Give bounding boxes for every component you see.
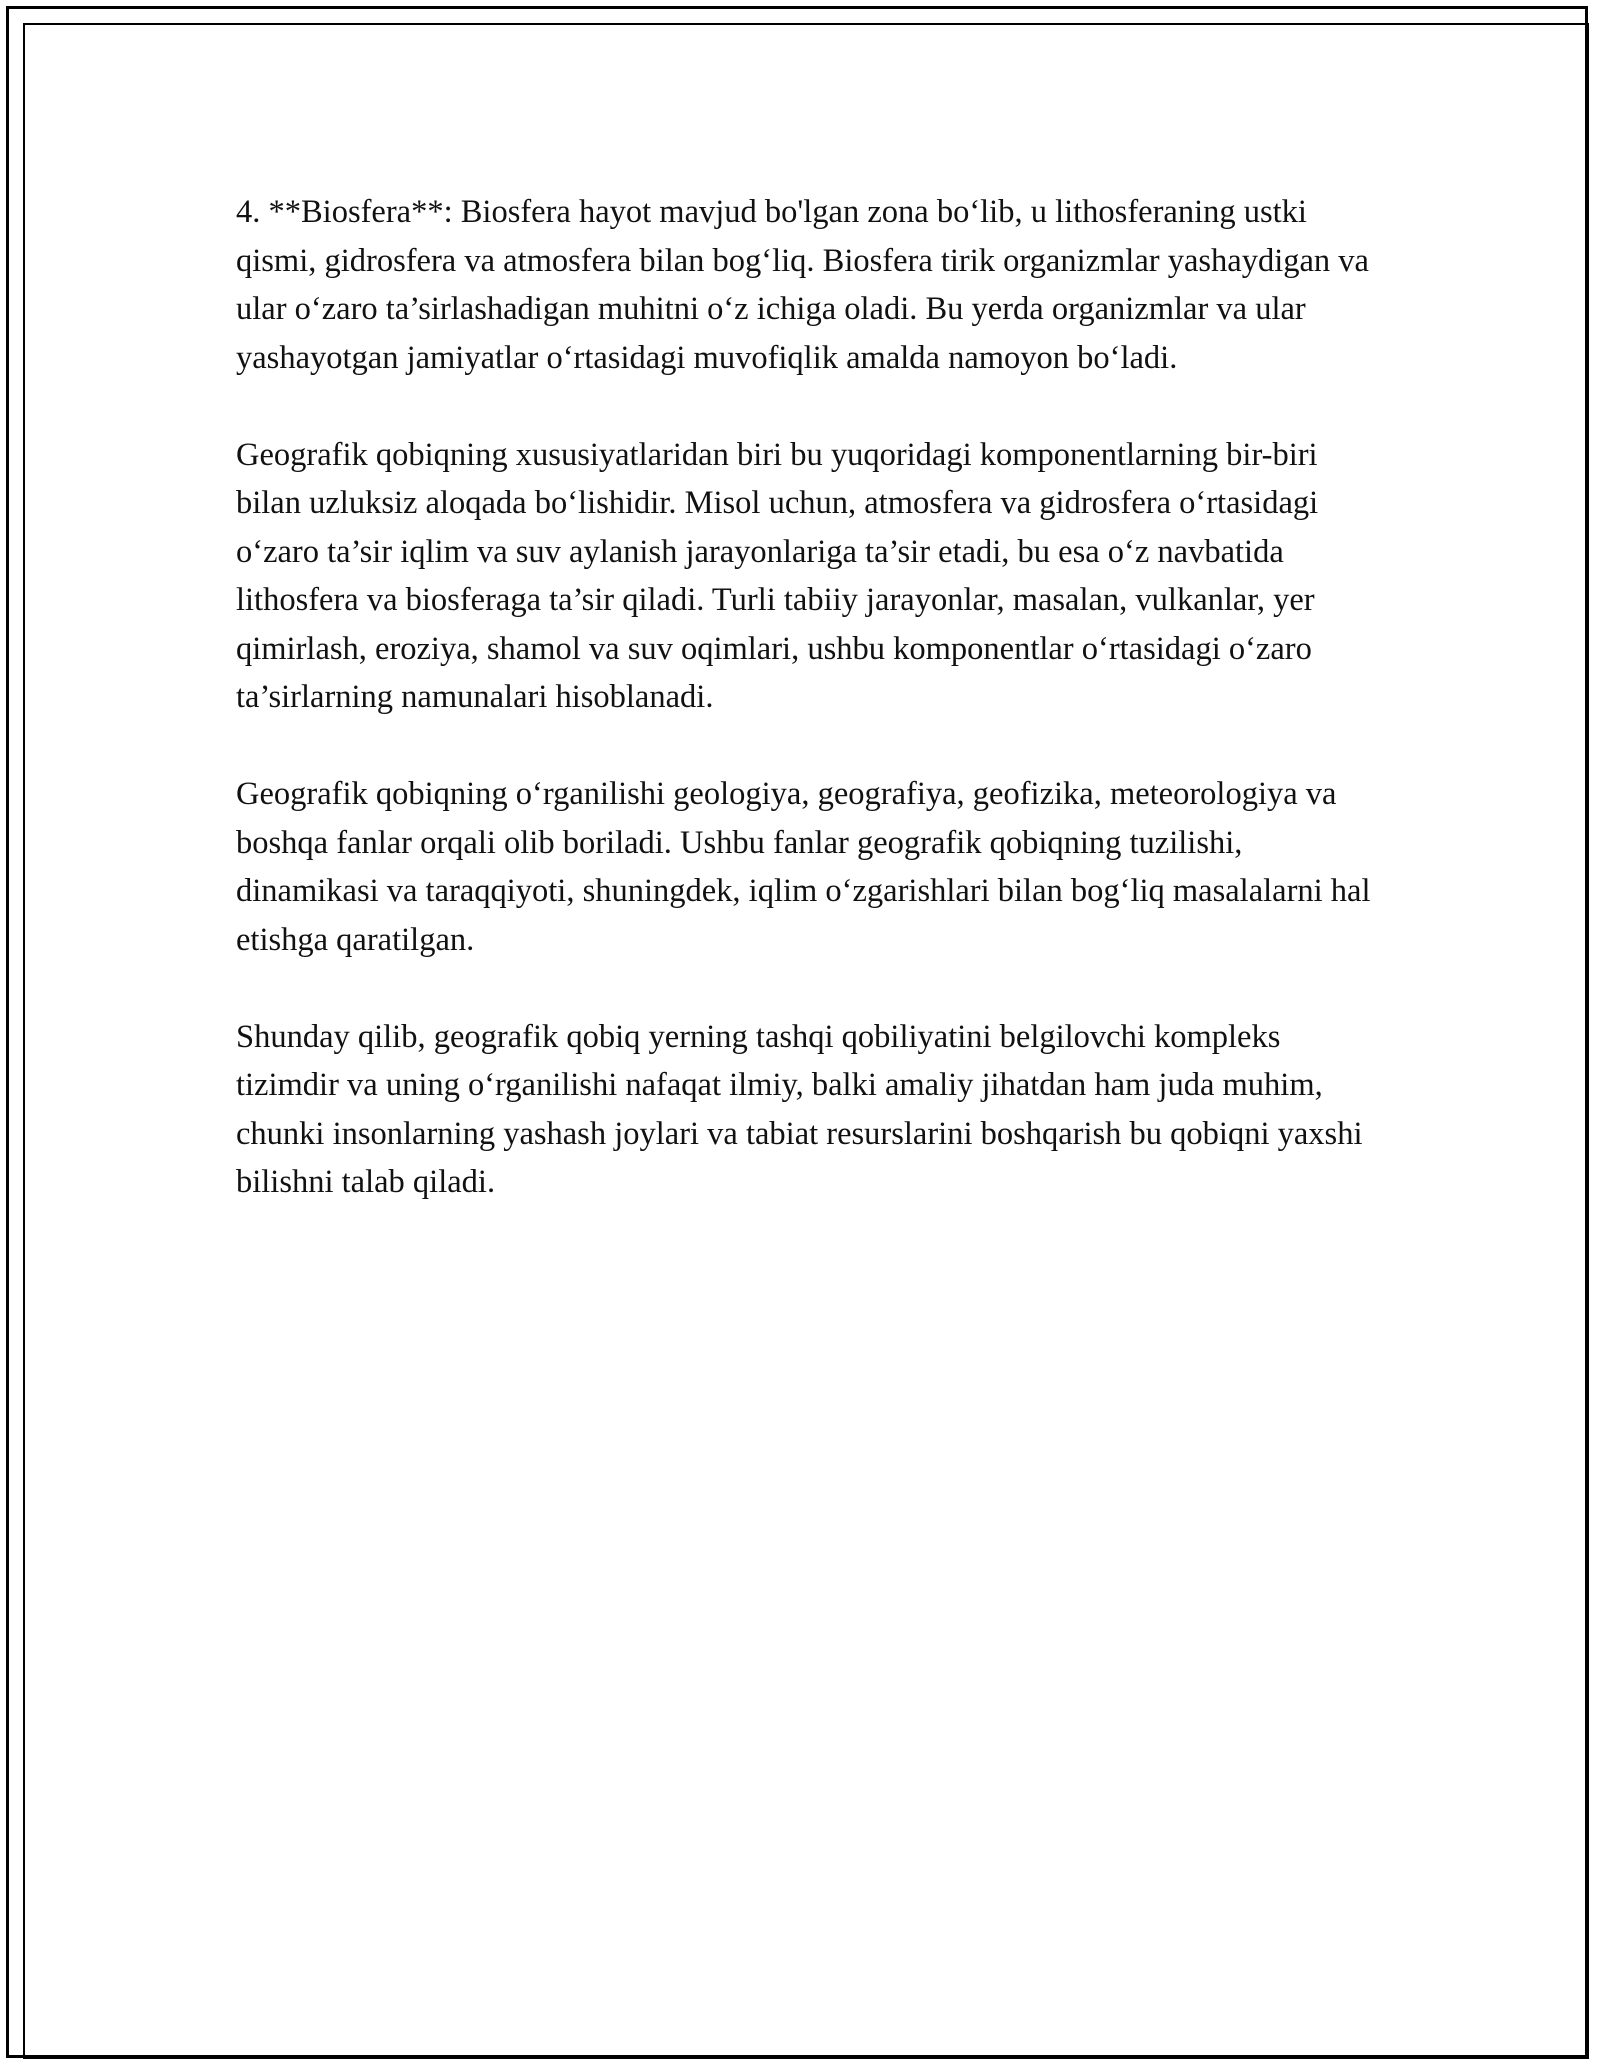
document-body — [236, 188, 1376, 1255]
paragraph-biosfera: 4. **Biosfera**: Biosfera hayot mavjud bo'lgan zona bo‘lib, u lithosferaning ustki qismi, gidrosfera va atmosfera bilan bog‘liq. Biosfera tirik organizmlar yashaydigan va ular o‘zaro ta’sirlashadigan muhitni o‘z ichiga oladi. Bu yerda organizmlar va ular yashayotgan jamiyatlar o‘rtasidagi muvofiqlik amalda namoyon bo‘ladi. — [236, 194, 1369, 376]
paragraph-study-sciences: Geografik qobiqning o‘rganilishi geologiya, geografiya, geofizika, meteorologiya va boshqa fanlar orqali olib boriladi. Ushbu fanlar geografik qobiqning tuzilishi, dinamikasi va taraqqiyoti, shuningdek, iqlim o‘zgarishlari bilan bog‘liq masalalarni hal etishga qaratilgan. — [236, 776, 1371, 958]
paragraph-components-interaction: Geografik qobiqning xususiyatlaridan biri bu yuqoridagi komponentlarning bir-biri bilan uzluksiz aloqada bo‘lishidir. Misol uchun, atmosfera va gidrosfera o‘rtasidagi o‘zaro ta’sir iqlim va suv aylanish jarayonlariga ta’sir etadi, bu esa o‘z navbatida lithosfera va biosferaga ta’sir qiladi. Turli tabiiy jarayonlar, masalan, vulkanlar, yer qimirlash, eroziya, shamol va suv oqimlari, ushbu komponentlar o‘rtasidagi o‘zaro ta’sirlarning namunalari hisoblanadi. — [236, 436, 1319, 715]
paragraph-conclusion: Shunday qilib, geografik qobiq yerning tashqi qobiliyatini belgilovchi kompleks tizimdir va uning o‘rganilishi nafaqat ilmiy, balki amaliy jihatdan ham juda muhim, chunki insonlarning yashash joylari va tabiat resurslarini boshqarish bu qobiqni yaxshi bilishni talab qiladi. — [236, 1018, 1363, 1200]
